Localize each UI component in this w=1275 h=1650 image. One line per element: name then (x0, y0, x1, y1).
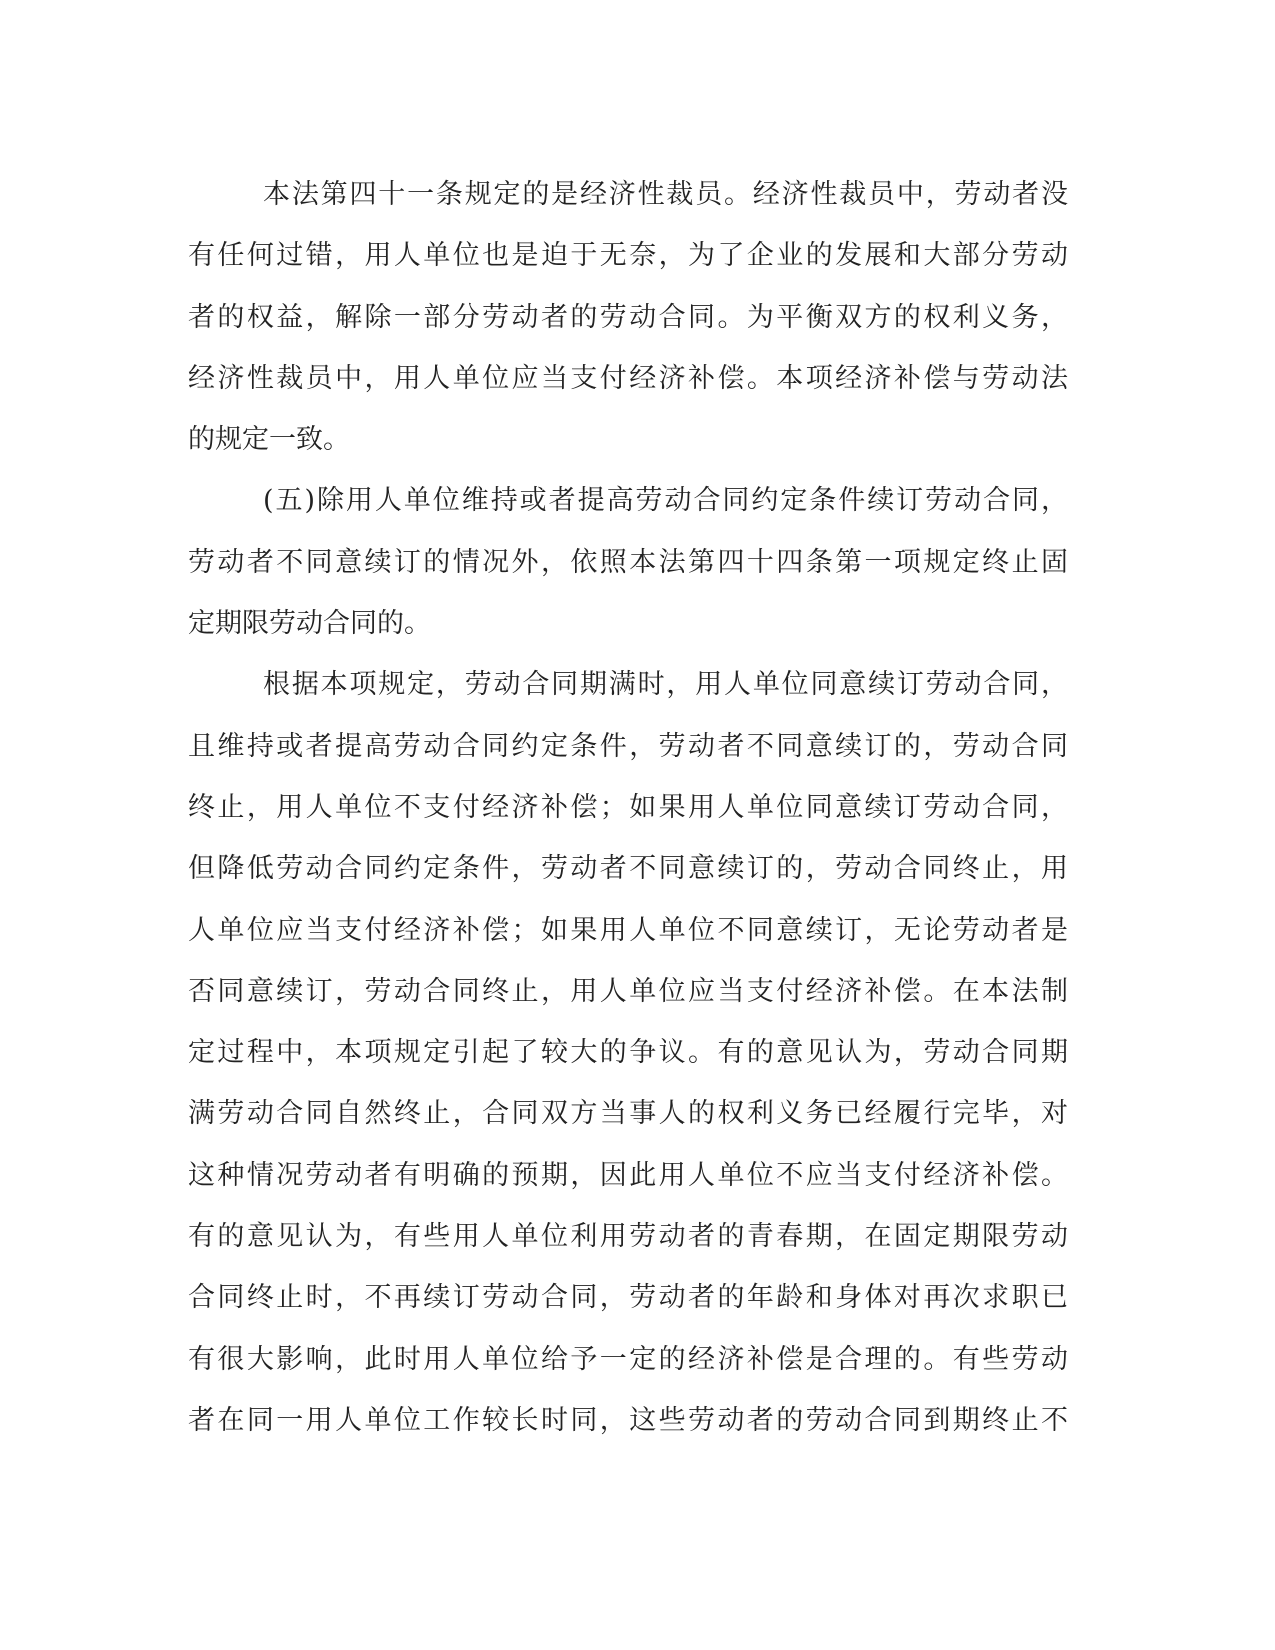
text-line: 有的意见认为，有些用人单位利用劳动者的青春期，在固定期限劳动 (188, 1221, 1068, 1253)
text-line: 的规定一致。 (188, 424, 350, 456)
text-line: 合同终止时，不再续订劳动合同，劳动者的年龄和身体对再次求职已 (188, 1282, 1068, 1314)
text-line: 这种情况劳动者有明确的预期，因此用人单位不应当支付经济补偿。 (188, 1159, 1068, 1191)
text-line: 劳动者不同意续订的情况外，依照本法第四十四条第一项规定终止固 (188, 546, 1068, 578)
text-line: 者在同一用人单位工作较长时同，这些劳动者的劳动合同到期终止不 (188, 1404, 1068, 1436)
text-line: 本法第四十一条规定的是经济性裁员。经济性裁员中，劳动者没 (263, 179, 1068, 210)
text-line: 且维持或者提高劳动合同约定条件，劳动者不同意续订的，劳动合同 (188, 730, 1068, 762)
text-line: (五)除用人单位维持或者提高劳动合同约定条件续订劳动合同， (263, 485, 1068, 517)
text-line: 人单位应当支付经济补偿；如果用人单位不同意续订，无论劳动者是 (188, 914, 1068, 946)
text-line: 经济性裁员中，用人单位应当支付经济补偿。本项经济补偿与劳动法 (188, 362, 1068, 394)
text-line: 者的权益，解除一部分劳动者的劳动合同。为平衡双方的权利义务， (188, 301, 1068, 333)
text-line: 根据本项规定，劳动合同期满时，用人单位同意续订劳动合同， (263, 669, 1068, 701)
text-line: 定期限劳动合同的。 (188, 608, 431, 640)
text-line: 定过程中，本项规定引起了较大的争议。有的意见认为，劳动合同期 (188, 1037, 1068, 1069)
text-line: 否同意续订，劳动合同终止，用人单位应当支付经济补偿。在本法制 (188, 975, 1068, 1007)
text-line: 有很大影响，此时用人单位给予一定的经济补偿是合理的。有些劳动 (188, 1343, 1068, 1375)
text-line: 有任何过错，用人单位也是迫于无奈，为了企业的发展和大部分劳动 (188, 240, 1068, 272)
text-line: 满劳动合同自然终止，合同双方当事人的权利义务已经履行完毕，对 (188, 1098, 1068, 1130)
text-line: 但降低劳动合同约定条件，劳动者不同意续订的，劳动合同终止，用 (188, 853, 1068, 885)
document-body (188, 164, 1068, 1451)
text-line: 终止，用人单位不支付经济补偿；如果用人单位同意续订劳动合同， (188, 791, 1068, 823)
